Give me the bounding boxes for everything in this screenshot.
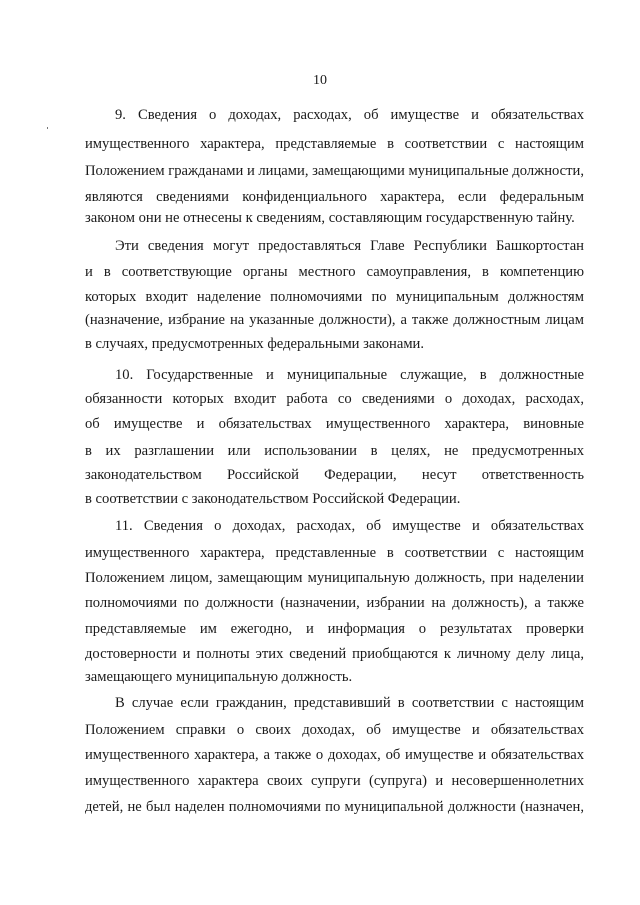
text-line: детей, не был наделен полномочиями по муниципальной должности (назначен, <box>85 799 584 815</box>
text-line: и в соответствующие органы местного самоуправления, в компетенцию <box>85 264 584 280</box>
text-line: 9. Сведения о доходах, расходах, об имуществе и обязательствах <box>115 107 584 123</box>
text-line: являются сведениями конфиденциального характера, если федеральным <box>85 189 584 205</box>
text-line: имущественного характера своих супруги (супруга) и несовершеннолетних <box>85 773 584 789</box>
text-line: В случае если гражданин, представивший в соответствии с настоящим <box>115 695 584 711</box>
text-line: 11. Сведения о доходах, расходах, об имуществе и обязательствах <box>115 518 584 534</box>
text-line: имущественного характера, а также о доходах, об имуществе и обязательствах <box>85 747 584 763</box>
text-line: об имуществе и обязательствах имущественного характера, виновные <box>85 416 584 432</box>
text-line: имущественного характера, представляемые в соответствии с настоящим <box>85 136 584 152</box>
text-line: обязанности которых входит работа со сведениями о доходах, расходах, <box>85 391 584 407</box>
text-line: в случаях, предусмотренных федеральными законами. <box>85 336 425 352</box>
text-line: Положением лицом, замещающим муниципальную должность, при наделении <box>85 570 584 586</box>
text-line: полномочиями по должности (назначении, избрании на должность), а также <box>85 595 584 611</box>
text-line: законом они не отнесены к сведениям, составляющим государственную тайну. <box>85 210 575 226</box>
text-line: Эти сведения могут предоставляться Главе Республики Башкортостан <box>115 238 584 254</box>
text-line: (назначение, избрание на указанные должности), а также должностным лицам <box>85 312 584 328</box>
text-line: которых входит наделение полномочиями по муниципальным должностям <box>85 289 584 305</box>
text-line: Положением гражданами и лицами, замещающими муниципальные должности, <box>85 163 584 179</box>
text-line: законодательством Российской Федерации, несут ответственность <box>85 467 584 483</box>
margin-mark <box>47 127 48 129</box>
text-line: 10. Государственные и муниципальные служащие, в должностные <box>115 367 584 383</box>
text-line: Положением справки о своих доходах, об имуществе и обязательствах <box>85 722 584 738</box>
text-line: замещающего муниципальную должность. <box>85 669 353 685</box>
text-line: в соответствии с законодательством Российской Федерации. <box>85 491 461 507</box>
text-line: в их разглашении или использовании в целях, не предусмотренных <box>85 443 584 459</box>
text-line: достоверности и полноты этих сведений приобщаются к личному делу лица, <box>85 646 584 662</box>
page-number: 10 <box>313 73 327 88</box>
text-line: представляемые им ежегодно, и информация о результатах проверки <box>85 621 584 637</box>
text-line: имущественного характера, представленные в соответствии с настоящим <box>85 545 584 561</box>
